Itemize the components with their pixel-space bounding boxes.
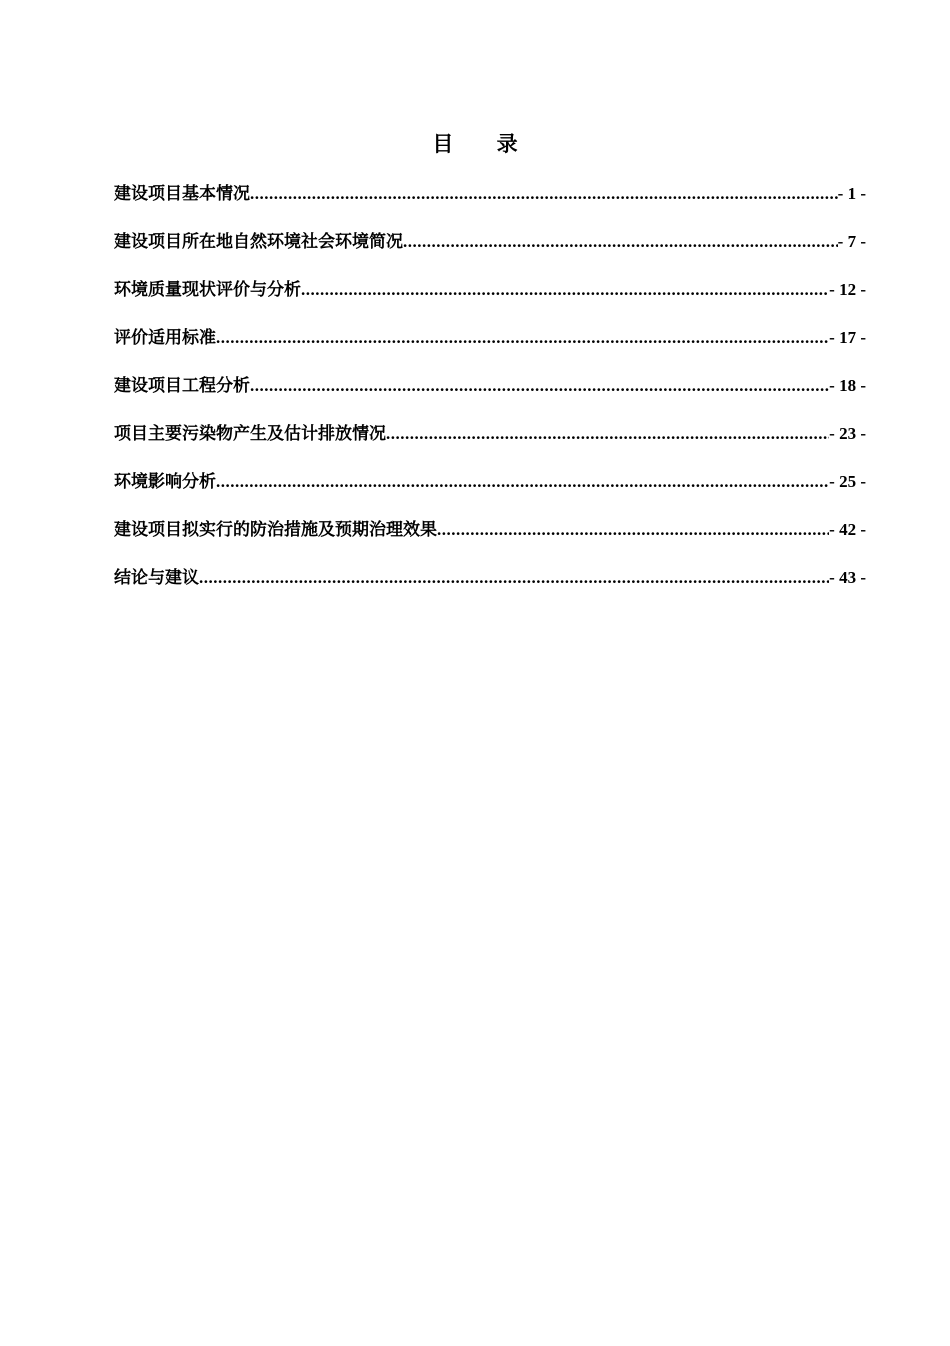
toc-heading: 目 录 [432, 132, 536, 156]
toc-dot-leader [199, 562, 829, 594]
toc-entry-title: 评价适用标准 [114, 328, 216, 348]
toc-entry-title: 建设项目工程分析 [114, 376, 250, 396]
toc-page-number: - 18 - [829, 376, 866, 395]
toc-dot-leader [250, 178, 838, 210]
toc-dot-leader [437, 514, 829, 546]
toc-page-number: - 23 - [829, 424, 866, 443]
toc-entry-environment-quality[interactable] [114, 274, 866, 322]
toc-dot-leader [386, 418, 829, 450]
toc-list [114, 178, 866, 610]
toc-entry-title: 项目主要污染物产生及估计排放情况 [114, 424, 386, 444]
toc-dot-leader [216, 322, 829, 354]
toc-page-number: - 42 - [829, 520, 866, 539]
toc-entry-engineering-analysis[interactable] [114, 370, 866, 418]
toc-entry-title: 建设项目拟实行的防治措施及预期治理效果 [114, 520, 437, 540]
toc-entry-pollutant-emissions[interactable] [114, 418, 866, 466]
toc-entry-title: 建设项目所在地自然环境社会环境简况 [114, 232, 403, 252]
toc-entry-title: 环境影响分析 [114, 472, 216, 492]
toc-dot-leader [403, 226, 838, 258]
toc-entry-impact-analysis[interactable] [114, 466, 866, 514]
toc-page-number: - 12 - [829, 280, 866, 299]
toc-dot-leader [216, 466, 829, 498]
toc-entry-applicable-standards[interactable] [114, 322, 866, 370]
toc-entry-conclusions[interactable] [114, 562, 866, 610]
toc-page-number: - 17 - [829, 328, 866, 347]
toc-entry-title: 建设项目基本情况 [114, 184, 250, 204]
toc-entry-basic-info[interactable] [114, 178, 866, 226]
toc-entry-natural-social-environment[interactable] [114, 226, 866, 274]
toc-page-number: - 7 - [837, 232, 866, 251]
toc-dot-leader [250, 370, 829, 402]
toc-page-number: - 25 - [829, 472, 866, 491]
toc-dot-leader [301, 274, 829, 306]
toc-entry-title: 环境质量现状评价与分析 [114, 280, 301, 300]
toc-page-number: - 1 - [837, 184, 866, 203]
toc-entry-prevention-measures[interactable] [114, 514, 866, 562]
toc-page-number: - 43 - [829, 568, 866, 587]
toc-entry-title: 结论与建议 [114, 568, 199, 588]
